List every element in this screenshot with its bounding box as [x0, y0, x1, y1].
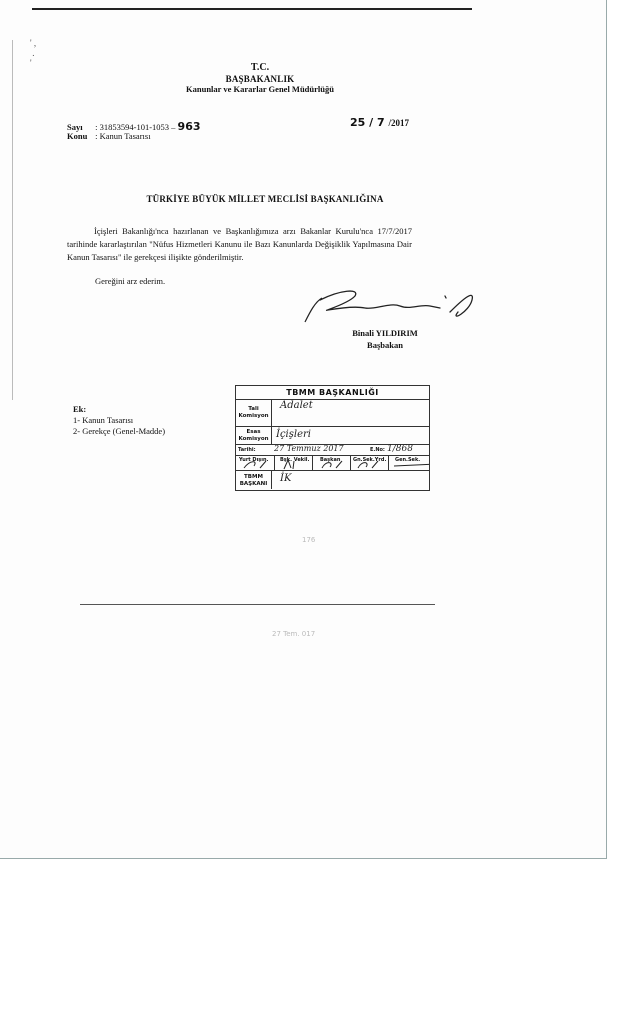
- esasno-label: E.No:: [370, 447, 385, 453]
- konu-colon: :: [95, 131, 98, 141]
- col-baskan: Başkan: [320, 457, 341, 463]
- sayi-colon: :: [95, 122, 98, 132]
- attachment-item: 1- Kanun Tasarısı: [73, 415, 134, 425]
- document-date: [350, 116, 409, 129]
- stamp-row-tarih: [236, 445, 429, 456]
- col-yurt-disi: Yurt Dışın.: [239, 457, 269, 463]
- tali-label: Tali Komisyon: [236, 400, 272, 426]
- closing-line: Gereğini arz ederim.: [95, 276, 166, 286]
- header-institution: BAŞBAKANLIK: [225, 74, 295, 84]
- stamp-title: TBMM BAŞKANLIĞI: [236, 386, 429, 400]
- header-tc: T.C.: [250, 62, 270, 73]
- esasno-value: 1/868: [387, 444, 413, 454]
- letter-body: İçişleri Bakanlığı'nca hazırlanan ve Başkanlığımıza arzı Bakanlar Kurulu'nca 17/7/2017 tarihinde kararlaştırılan "Nüfus Hizmetleri Kanunu ile Bazı Kanunlarda Değişiklik Yapılmasına Dair Kanun Tasarısı" ile gerekçesi ilişikte gönderilmiştir.: [67, 226, 412, 262]
- scan-edge-line: [32, 8, 472, 10]
- attachments-heading: Ek:: [73, 404, 87, 414]
- signer-name: Binali YILDIRIM: [352, 328, 418, 338]
- esas-label: Esas Komisyon: [236, 427, 272, 444]
- konu-value: Kanun Tasarısı: [99, 131, 151, 141]
- col-gn-sek-yrd: Gn.Sek.Yrd.: [353, 457, 387, 463]
- signer-title: Başbakan: [367, 340, 403, 350]
- tbmm-stamp: [235, 385, 430, 491]
- scan-margin-line: [12, 40, 13, 400]
- divider-line: [80, 604, 435, 605]
- konu-line: [67, 131, 151, 141]
- stamp-row-esas: [236, 427, 429, 445]
- tali-value: Adalet: [280, 400, 313, 411]
- sayi-value: 31853594-101-1053 –: [99, 122, 178, 132]
- date-handwritten: 25 / 7: [350, 116, 389, 129]
- stamp-row-baskan: [236, 471, 429, 489]
- date-year: /2017: [388, 118, 409, 128]
- tarih-label: Tarihi:: [238, 447, 256, 453]
- stamp-row-approvals: [236, 456, 429, 471]
- sayi-label: Sayı: [67, 122, 83, 132]
- addressee: TÜRKİYE BÜYÜK MİLLET MECLİSİ BAŞKANLIĞINA: [146, 194, 384, 204]
- approval-initials: [236, 456, 429, 470]
- stamp-row-tali: [236, 400, 429, 427]
- attachment-item: 2- Gerekçe (Genel-Madde): [73, 426, 166, 436]
- handwritten-signature: [300, 282, 480, 332]
- attachments: [73, 404, 165, 437]
- konu-label: Konu: [67, 131, 88, 141]
- baskan-initials: İK: [280, 473, 292, 484]
- faint-stamp-mark: 27 Tem. 017: [272, 630, 316, 638]
- col-bsk-vekil: Bşk. Vekil.: [280, 457, 310, 463]
- baskan-label: TBMM BAŞKANI: [236, 471, 272, 489]
- esas-value: İçişleri: [276, 429, 311, 440]
- header-department: Kanunlar ve Kararlar Genel Müdürlüğü: [186, 84, 334, 94]
- tarih-value: 27 Temmuz 2017: [274, 444, 344, 453]
- col-gen-sek: Gen.Sek.: [395, 457, 421, 463]
- scan-specks: ' , . ': [30, 38, 37, 68]
- faint-mark: 176: [302, 536, 316, 544]
- sayi-handwritten: 963: [177, 120, 201, 133]
